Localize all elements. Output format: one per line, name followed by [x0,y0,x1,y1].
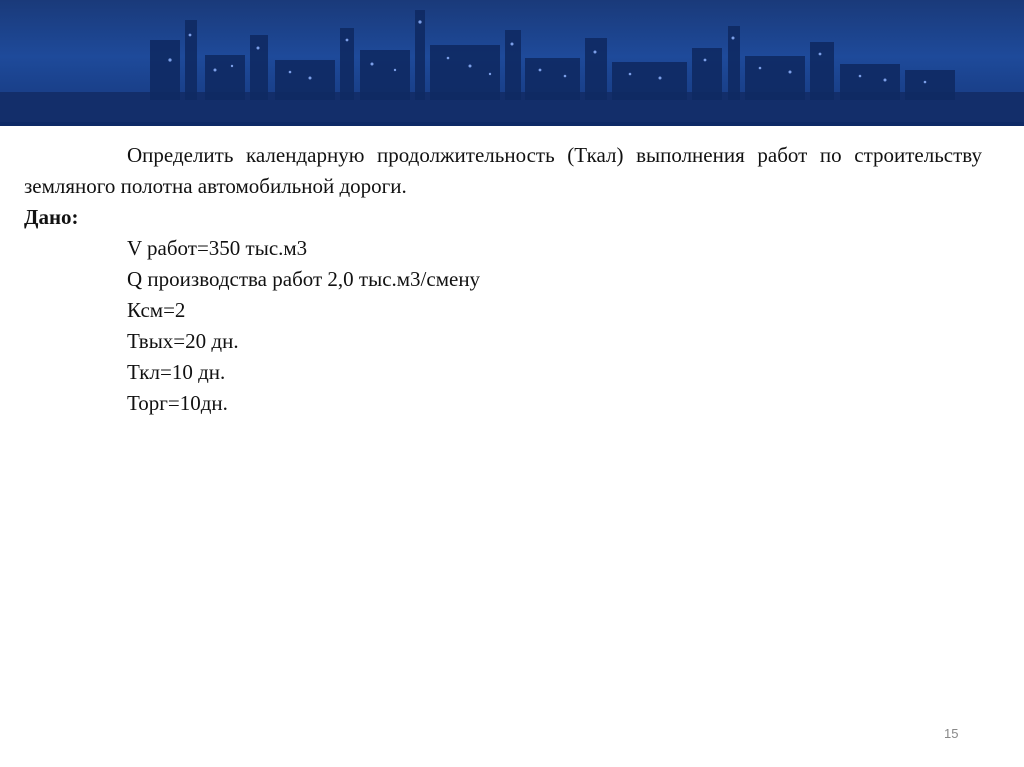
given-item-climate-days: Ткл=10 дн. [127,360,226,384]
header-underline [0,122,1024,126]
given-item-shift-coefficient: Ксм=2 [127,298,186,322]
page-number: 15 [944,726,959,741]
given-item-days-off: Твых=20 дн. [127,329,239,353]
header-banner [0,0,1024,126]
given-item-volume: V работ=350 тыс.м3 [127,236,308,260]
given-label: Дано: [24,205,79,229]
slide-content [24,140,982,419]
task-text: Определить календарную продолжительность (Ткал) выполнения работ по строительству земляного полотна автомобильной дороги. [24,143,982,198]
industrial-skyline-image [0,0,1024,126]
given-list [24,233,982,419]
given-item-productivity: Q производства работ 2,0 тыс.м3/смену [127,267,481,291]
given-item-organization-days: Торг=10дн. [127,391,228,415]
